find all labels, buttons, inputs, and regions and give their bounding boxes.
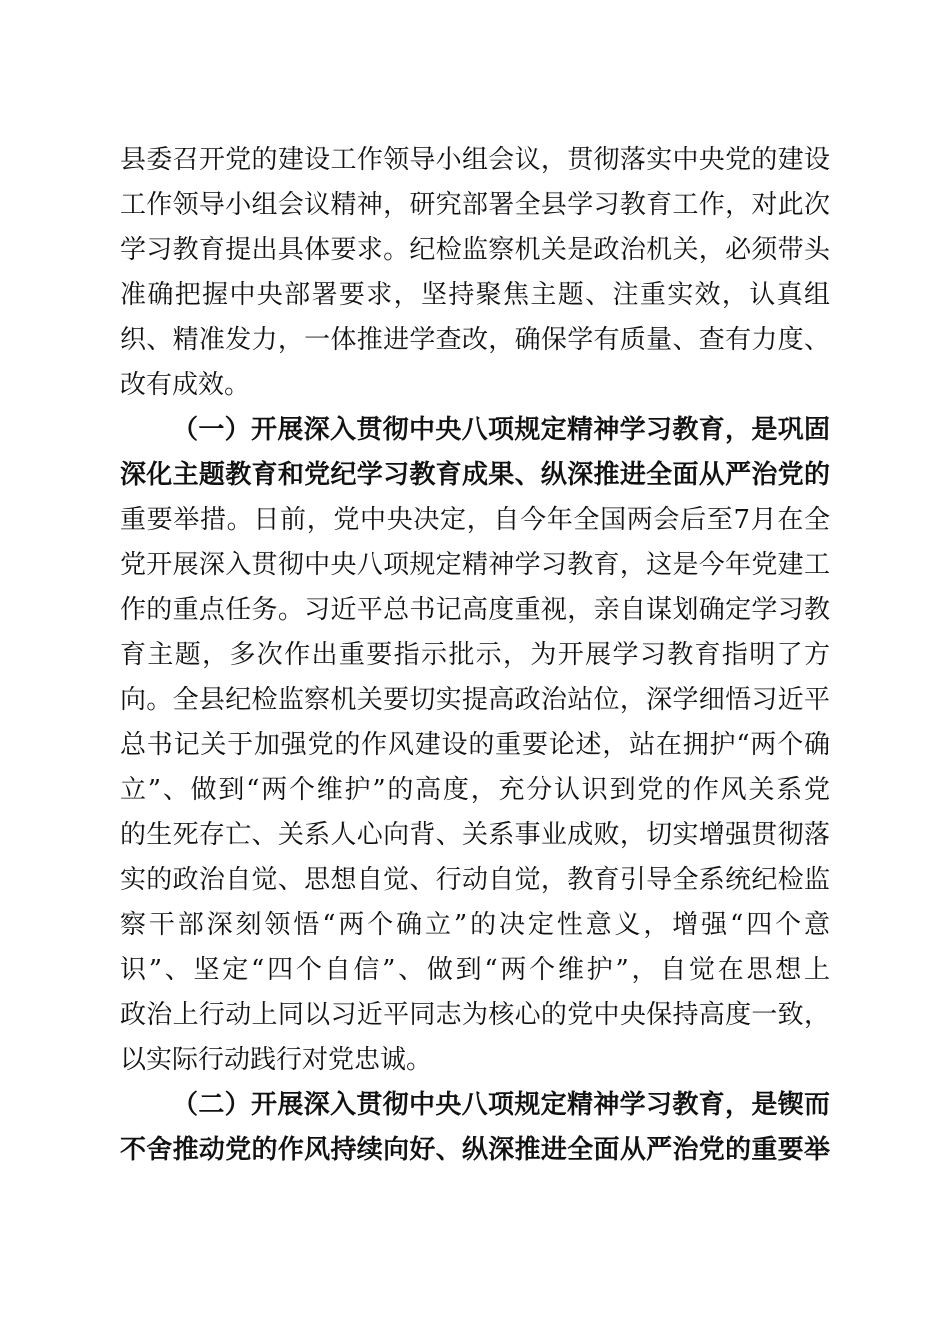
text-line: 向。全县纪检监察机关要切实提高政治站位，深学细悟习近平 (120, 685, 830, 715)
text-line: 的生死存亡、关系人心向背、关系事业成败，切实增强贯彻落 (120, 820, 830, 850)
text-line: 立”、做到“两个维护”的高度，充分认识到党的作风关系党 (120, 775, 830, 805)
text-line: 学习教育提出具体要求。纪检监察机关是政治机关，必须带头 (120, 235, 830, 265)
text-line: 作的重点任务。习近平总书记高度重视，亲自谋划确定学习教 (120, 595, 830, 625)
section-heading-line: 不舍推动党的作风持续向好、纵深推进全面从严治党的重要举 (120, 1135, 830, 1165)
text-line: 察干部深刻领悟“两个确立”的决定性意义，增强“四个意 (120, 910, 830, 940)
text-line: 实的政治自觉、思想自觉、行动自觉，教育引导全系统纪检监 (120, 865, 830, 895)
text-line: 政治上行动上同以习近平同志为核心的党中央保持高度一致， (120, 1000, 830, 1030)
text-line: 工作领导小组会议精神，研究部署全县学习教育工作，对此次 (120, 190, 830, 220)
text-line: 改有成效。 (120, 370, 251, 400)
text-line: 重要举措。日前，党中央决定，自今年全国两会后至7月在全 (120, 505, 830, 535)
text-line: 识”、坚定“四个自信”、做到“两个维护”，自觉在思想上 (120, 955, 830, 985)
text-line: 育主题，多次作出重要指示批示，为开展学习教育指明了方 (120, 640, 830, 670)
text-line: 准确把握中央部署要求，坚持聚焦主题、注重实效，认真组 (120, 280, 830, 310)
section-heading-line: 深化主题教育和党纪学习教育成果、纵深推进全面从严治党的 (120, 460, 830, 490)
text-line: 县委召开党的建设工作领导小组会议，贯彻落实中央党的建设 (120, 145, 830, 175)
section-heading-line: （二）开展深入贯彻中央八项规定精神学习教育，是锲而 (172, 1090, 830, 1120)
text-line: 党开展深入贯彻中央八项规定精神学习教育，这是今年党建工 (120, 550, 830, 580)
text-line: 总书记关于加强党的作风建设的重要论述，站在拥护“两个确 (120, 730, 830, 760)
text-line: 织、精准发力，一体推进学查改，确保学有质量、查有力度、 (120, 325, 830, 355)
section-heading-line: （一）开展深入贯彻中央八项规定精神学习教育，是巩固 (172, 415, 830, 445)
text-line: 以实际行动践行对党忠诚。 (120, 1045, 433, 1075)
